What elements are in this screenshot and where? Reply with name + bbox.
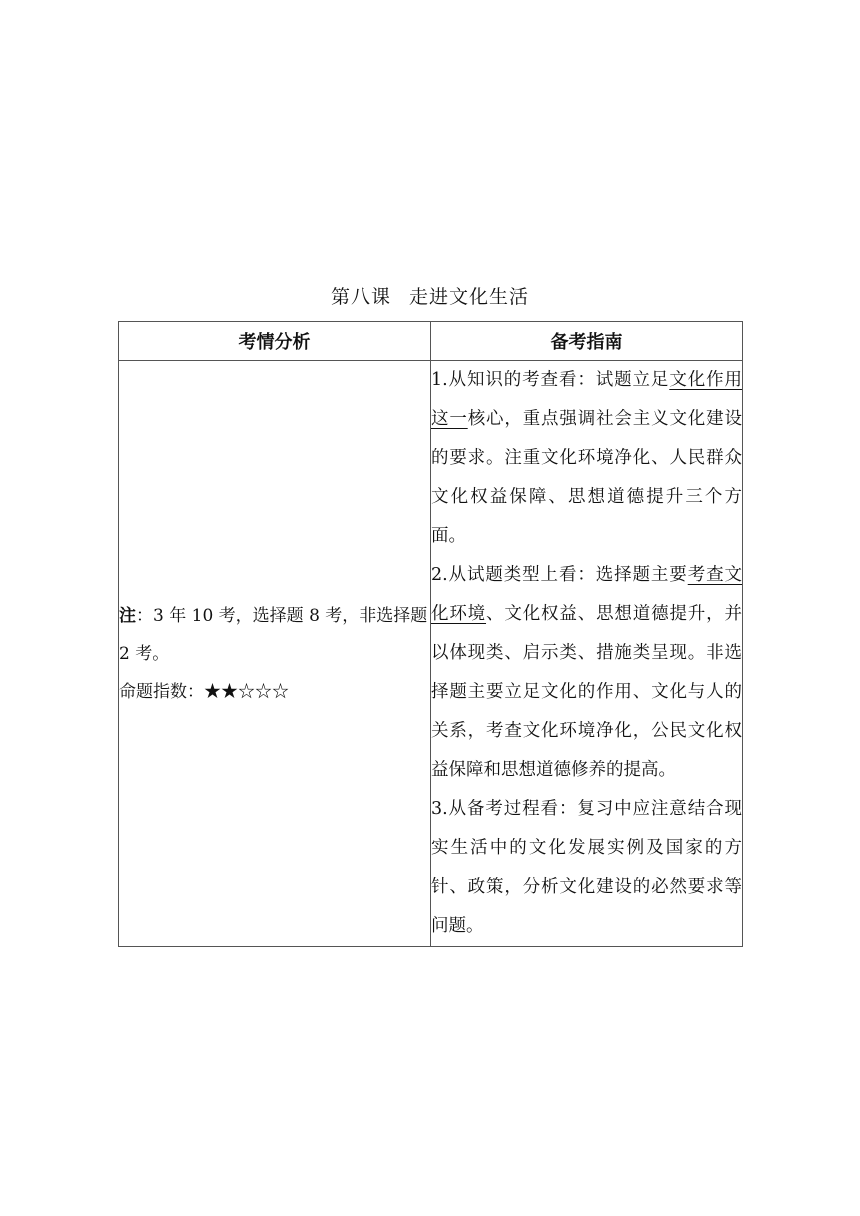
guide-cell bbox=[431, 361, 743, 947]
header-guide: 备考指南 bbox=[431, 322, 743, 361]
guide-item-1-suffix: 核心，重点强调社会主义文化建设的要求。注重文化环境净化、人民群众文化权益保障、思想道德提升三个方面。 bbox=[431, 409, 742, 546]
guide-item-3-prefix: 3.从备考过程看：复习中应注意结合现实生活中的文化发展实例及国家的方针、政策，分析文化建设的必然要求等问题。 bbox=[431, 799, 742, 936]
page-title bbox=[0, 282, 860, 309]
note-line bbox=[119, 597, 430, 673]
exam-guide-table bbox=[118, 321, 743, 947]
guide-item-1-prefix: 1.从知识的考查看：试题立足 bbox=[431, 370, 670, 390]
guide-item-2 bbox=[431, 556, 742, 790]
note-text: ：3 年 10 考，选择题 8 考，非选择题 2 考。 bbox=[119, 605, 428, 664]
lesson-number: 第八课 bbox=[330, 286, 391, 308]
guide-item-1-underline: 文化作用这一 bbox=[431, 370, 742, 429]
guide-item-2-suffix: 、文化权益、思想道德提升，并以体现类、启示类、措施类呈现。非选择题主要立足文化的作用、文化与人的关系，考查文化环境净化，公民文化权益保障和思想道德修养的提高。 bbox=[431, 604, 742, 780]
index-label: 命题指数： bbox=[119, 681, 204, 702]
rating-stars: ★★☆☆☆ bbox=[204, 681, 289, 702]
guide-item-2-underline: 考查文化环境 bbox=[431, 565, 743, 624]
table-header-row bbox=[119, 322, 743, 361]
guide-item-3 bbox=[431, 790, 742, 946]
table-body-row bbox=[119, 361, 743, 947]
note-label: 注 bbox=[119, 605, 136, 626]
header-analysis: 考情分析 bbox=[119, 322, 431, 361]
index-line bbox=[119, 673, 430, 711]
lesson-topic: 走进文化生活 bbox=[409, 286, 530, 308]
guide-item-2-prefix: 2.从试题类型上看：选择题主要 bbox=[431, 565, 688, 585]
analysis-cell bbox=[119, 361, 431, 947]
guide-item-1 bbox=[431, 361, 742, 556]
